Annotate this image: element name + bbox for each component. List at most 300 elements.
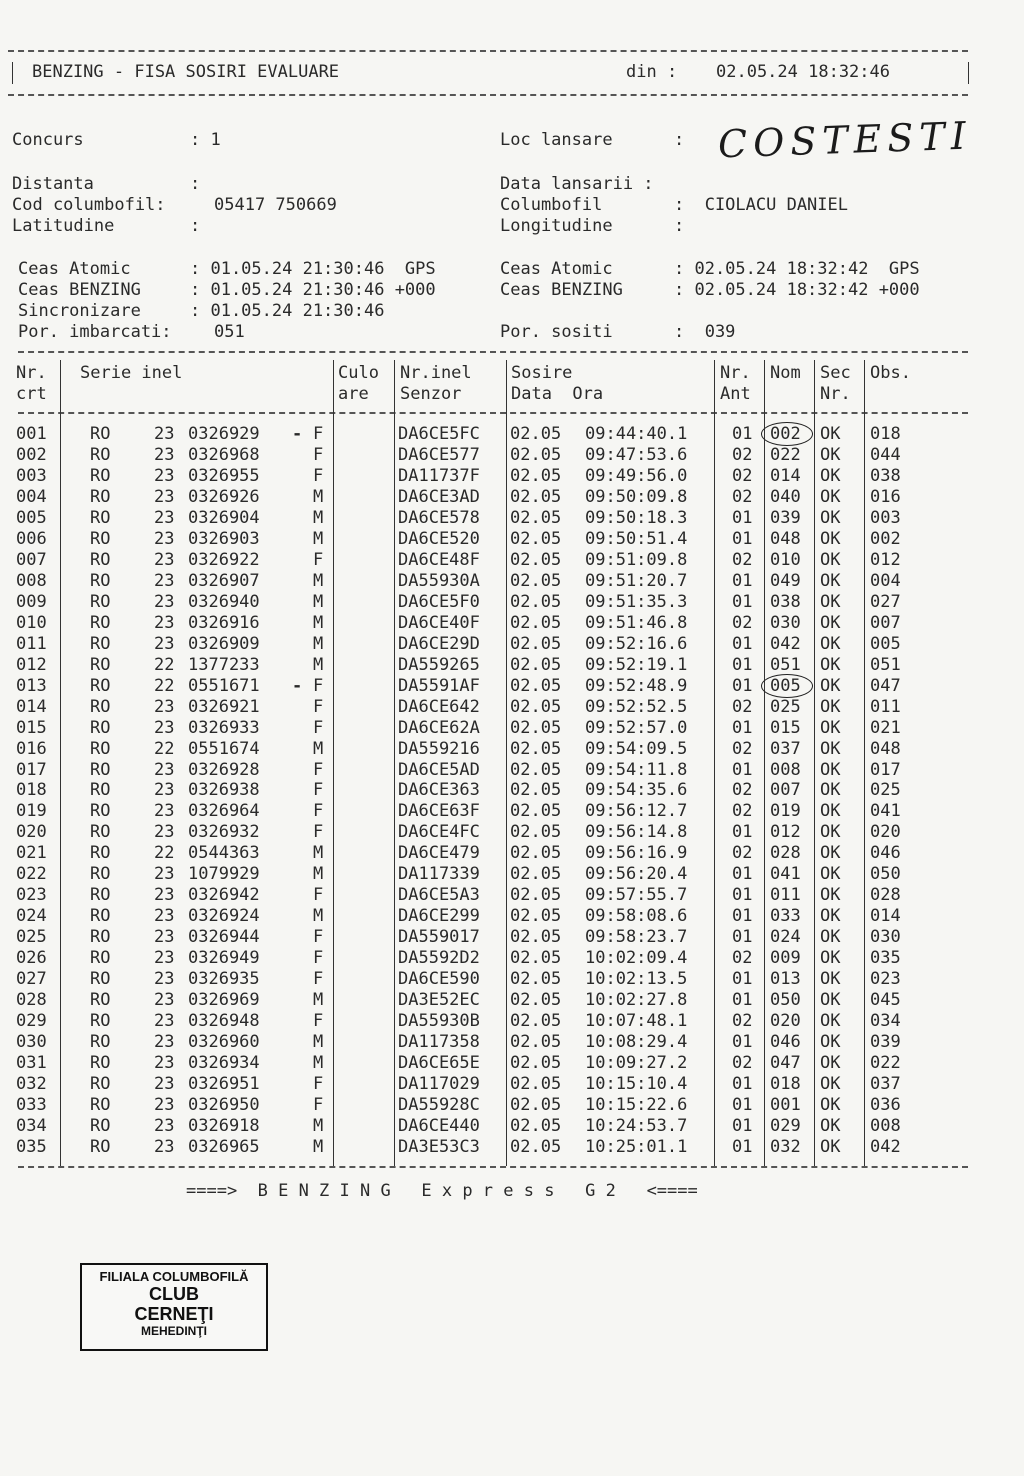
cell-data: 02.05 — [510, 633, 562, 654]
cell-an: 23 — [154, 885, 175, 906]
cell-data: 02.05 — [510, 507, 562, 528]
cell-nr: 017 — [16, 759, 47, 780]
cell-nr: 006 — [16, 528, 47, 549]
cell-an: 23 — [154, 1136, 175, 1157]
cell-nr: 029 — [16, 1011, 47, 1032]
loc-lansare-label: Loc lansare — [500, 130, 613, 150]
loc-lansare-handwritten: COSTESTI — [717, 113, 973, 167]
cell-an: 23 — [154, 696, 175, 717]
cell-sec: OK — [820, 738, 841, 759]
cell-inel: 0326960 — [188, 1032, 260, 1053]
cell-data: 02.05 — [510, 465, 562, 486]
cell-data: 02.05 — [510, 612, 562, 633]
cell-sec: OK — [820, 507, 841, 528]
cell-senzor: DA5592D2 — [398, 948, 480, 969]
cell-tara: RO — [90, 927, 111, 948]
cell-obs: 034 — [870, 1011, 901, 1032]
cell-sec: OK — [820, 1136, 841, 1157]
cell-senzor: DA55930B — [398, 1011, 480, 1032]
cell-sec: OK — [820, 843, 841, 864]
cell-ant: 01 — [732, 885, 753, 906]
cell-tara: RO — [90, 424, 111, 444]
cell-nr: 020 — [16, 822, 47, 843]
cell-tara: RO — [90, 1095, 111, 1116]
cell-sex: F — [313, 822, 324, 843]
cell-nom: 050 — [770, 990, 801, 1011]
cell-senzor: DA559216 — [398, 738, 480, 759]
cell-tara: RO — [90, 1011, 111, 1032]
cell-sec: OK — [820, 444, 841, 465]
cell-sec: OK — [820, 864, 841, 885]
table-row — [0, 550, 1024, 571]
cell-data: 02.05 — [510, 1074, 562, 1095]
cell-ant: 01 — [732, 969, 753, 990]
cell-ant: 02 — [732, 801, 753, 822]
cell-nr: 010 — [16, 612, 47, 633]
cell-data: 02.05 — [510, 1011, 562, 1032]
cell-nom: 018 — [770, 1074, 801, 1095]
col-sosire-header-2: Data Ora — [511, 384, 604, 404]
cell-senzor: DA55930A — [398, 570, 480, 591]
footer-brand: ====> B E N Z I N G E x p r e s s G 2 <==== — [186, 1181, 698, 1201]
cell-inel: 0326904 — [188, 507, 260, 528]
cell-ant: 01 — [732, 990, 753, 1011]
cell-obs: 047 — [870, 675, 901, 696]
cell-data: 02.05 — [510, 906, 562, 927]
cell-tara: RO — [90, 801, 111, 822]
cell-nr: 034 — [16, 1116, 47, 1136]
cell-mark: - — [292, 675, 303, 696]
cell-ora: 09:56:16.9 — [585, 843, 688, 864]
cell-ant: 01 — [732, 759, 753, 780]
cell-data: 02.05 — [510, 717, 562, 738]
cell-ora: 09:56:12.7 — [585, 801, 688, 822]
cell-ant: 02 — [732, 486, 753, 507]
cell-senzor: DA6CE5AD — [398, 759, 480, 780]
handwritten-circle-mark — [761, 422, 813, 446]
cell-senzor: DA6CE590 — [398, 969, 480, 990]
cell-tara: RO — [90, 843, 111, 864]
cell-tara: RO — [90, 444, 111, 465]
cell-ant: 02 — [732, 696, 753, 717]
table-row — [0, 655, 1024, 676]
cell-inel: 0326950 — [188, 1095, 260, 1116]
table-row — [0, 634, 1024, 655]
distanta-value: : — [190, 174, 201, 194]
cell-sec: OK — [820, 969, 841, 990]
cell-ora: 09:49:56.0 — [585, 465, 688, 486]
cell-nr: 004 — [16, 486, 47, 507]
col-nr-header-2: crt — [16, 384, 47, 404]
cell-ora: 09:52:16.6 — [585, 633, 688, 654]
col-sosire-header: Sosire — [511, 363, 573, 383]
cell-ant: 02 — [732, 1011, 753, 1032]
cell-obs: 008 — [870, 1116, 901, 1136]
latitudine-value: : — [190, 216, 201, 236]
table-row — [0, 948, 1024, 969]
cell-an: 23 — [154, 1074, 175, 1095]
cell-obs: 002 — [870, 528, 901, 549]
cell-sex: F — [313, 424, 324, 444]
cell-sex: F — [313, 927, 324, 948]
cell-data: 02.05 — [510, 1032, 562, 1053]
cell-ora: 09:44:40.1 — [585, 424, 688, 444]
cell-data: 02.05 — [510, 654, 562, 675]
concurs-label: Concurs — [12, 130, 84, 150]
report-date: 02.05.24 18:32:46 — [716, 62, 890, 82]
cell-nom: 013 — [770, 969, 801, 990]
cell-an: 23 — [154, 444, 175, 465]
cell-ora: 10:08:29.4 — [585, 1032, 688, 1053]
table-row — [0, 843, 1024, 864]
cell-an: 23 — [154, 801, 175, 822]
sincronizare-value: : 01.05.24 21:30:46 — [190, 301, 385, 321]
cell-ora: 09:51:35.3 — [585, 591, 688, 612]
cell-obs: 035 — [870, 948, 901, 969]
cell-an: 23 — [154, 927, 175, 948]
cell-ora: 09:58:23.7 — [585, 927, 688, 948]
cell-nr: 033 — [16, 1095, 47, 1116]
cell-sec: OK — [820, 990, 841, 1011]
cell-obs: 041 — [870, 801, 901, 822]
cell-obs: 038 — [870, 465, 901, 486]
cell-ant: 01 — [732, 1136, 753, 1157]
table-row — [0, 1116, 1024, 1137]
cell-nr: 009 — [16, 591, 47, 612]
cell-sec: OK — [820, 1011, 841, 1032]
por-sositi-value: : 039 — [674, 322, 736, 342]
cell-senzor: DA117029 — [398, 1074, 480, 1095]
cell-data: 02.05 — [510, 780, 562, 801]
cell-sex: M — [313, 486, 324, 507]
cell-tara: RO — [90, 528, 111, 549]
cell-obs: 011 — [870, 696, 901, 717]
cell-data: 02.05 — [510, 591, 562, 612]
data-lansarii-label: Data lansarii : — [500, 174, 654, 194]
cell-ant: 02 — [732, 1053, 753, 1074]
table-row — [0, 592, 1024, 613]
cell-ant: 02 — [732, 465, 753, 486]
header-left-edge — [12, 62, 13, 84]
cell-tara: RO — [90, 633, 111, 654]
table-row — [0, 969, 1024, 990]
cell-sec: OK — [820, 633, 841, 654]
table-row — [0, 885, 1024, 906]
stamp-line-2: CLUB — [149, 1284, 199, 1304]
cell-ant: 02 — [732, 780, 753, 801]
table-row — [0, 529, 1024, 550]
cell-ant: 02 — [732, 612, 753, 633]
table-row — [0, 1053, 1024, 1074]
handwritten-circle-mark — [761, 674, 813, 698]
cell-ora: 10:02:13.5 — [585, 969, 688, 990]
cell-tara: RO — [90, 570, 111, 591]
cell-nr: 026 — [16, 948, 47, 969]
cell-tara: RO — [90, 654, 111, 675]
cell-senzor: DA6CE29D — [398, 633, 480, 654]
cell-senzor: DA117358 — [398, 1032, 480, 1053]
cell-obs: 028 — [870, 885, 901, 906]
cell-sec: OK — [820, 948, 841, 969]
report-date-label: din : — [626, 62, 678, 82]
cell-nr: 016 — [16, 738, 47, 759]
cell-ant: 02 — [732, 843, 753, 864]
cell-inel: 0326968 — [188, 444, 260, 465]
cell-nr: 012 — [16, 654, 47, 675]
cell-senzor: DA6CE63F — [398, 801, 480, 822]
columbofil-label: Columbofil — [500, 195, 603, 215]
cell-nom: 046 — [770, 1032, 801, 1053]
ceas-benzing-start: : 01.05.24 21:30:46 +000 — [190, 280, 436, 300]
columbofil-value: : CIOLACU DANIEL — [674, 195, 848, 215]
cell-sex: F — [313, 717, 324, 738]
cell-sex: M — [313, 654, 324, 675]
cell-sex: F — [313, 1095, 324, 1116]
cell-nom: 040 — [770, 486, 801, 507]
cell-inel: 0326934 — [188, 1053, 260, 1074]
table-row — [0, 780, 1024, 801]
cell-sec: OK — [820, 717, 841, 738]
cell-ant: 01 — [732, 927, 753, 948]
cell-nr: 013 — [16, 675, 47, 696]
cell-an: 23 — [154, 465, 175, 486]
cell-sec: OK — [820, 591, 841, 612]
cell-nr: 003 — [16, 465, 47, 486]
cell-obs: 027 — [870, 591, 901, 612]
cell-data: 02.05 — [510, 969, 562, 990]
cell-sex: M — [313, 1032, 324, 1053]
cell-nr: 005 — [16, 507, 47, 528]
cell-obs: 021 — [870, 717, 901, 738]
cell-senzor: DA6CE62A — [398, 717, 480, 738]
table-row — [0, 466, 1024, 487]
cell-ora: 10:15:10.4 — [585, 1074, 688, 1095]
club-stamp — [80, 1263, 268, 1351]
cell-sec: OK — [820, 1032, 841, 1053]
cell-data: 02.05 — [510, 486, 562, 507]
report-title: BENZING - FISA SOSIRI EVALUARE — [32, 62, 340, 82]
cell-nom: 002 — [770, 424, 801, 444]
cell-an: 23 — [154, 969, 175, 990]
cell-inel: 0326932 — [188, 822, 260, 843]
cell-sex: M — [313, 843, 324, 864]
cell-nom: 022 — [770, 444, 801, 465]
cell-sec: OK — [820, 675, 841, 696]
por-imbarcati-value: 051 — [214, 322, 245, 342]
table-row — [0, 801, 1024, 822]
cell-nom: 001 — [770, 1095, 801, 1116]
table-row — [0, 424, 1024, 445]
cell-sec: OK — [820, 549, 841, 570]
cell-ora: 09:50:51.4 — [585, 528, 688, 549]
col-sec-header: Sec — [820, 363, 851, 383]
cell-nom: 048 — [770, 528, 801, 549]
table-row — [0, 906, 1024, 927]
col-nr-header: Nr. — [16, 363, 47, 383]
cell-obs: 003 — [870, 507, 901, 528]
table-bottom-rule — [18, 1166, 968, 1168]
table-row — [0, 445, 1024, 466]
cell-inel: 0326948 — [188, 1011, 260, 1032]
cell-inel: 0326922 — [188, 549, 260, 570]
cell-inel: 0326940 — [188, 591, 260, 612]
stamp-line-4: MEHEDINŢI — [141, 1324, 207, 1338]
cell-sex: M — [313, 612, 324, 633]
cell-senzor: DA6CE5A3 — [398, 885, 480, 906]
cell-obs: 042 — [870, 1136, 901, 1157]
cell-senzor: DA6CE5FC — [398, 424, 480, 444]
cell-nom: 025 — [770, 696, 801, 717]
cell-senzor: DA6CE479 — [398, 843, 480, 864]
cell-ant: 02 — [732, 738, 753, 759]
cell-nom: 051 — [770, 654, 801, 675]
cell-senzor: DA55928C — [398, 1095, 480, 1116]
cell-data: 02.05 — [510, 885, 562, 906]
cell-tara: RO — [90, 906, 111, 927]
cell-ant: 01 — [732, 717, 753, 738]
cell-sex: M — [313, 1136, 324, 1157]
cell-senzor: DA6CE520 — [398, 528, 480, 549]
cell-tara: RO — [90, 465, 111, 486]
cell-sec: OK — [820, 1116, 841, 1136]
cell-senzor: DA6CE299 — [398, 906, 480, 927]
cell-nr: 019 — [16, 801, 47, 822]
stamp-line-1: FILIALA COLUMBOFILĂ — [99, 1269, 249, 1284]
cell-ora: 09:52:52.5 — [585, 696, 688, 717]
cell-inel: 0326949 — [188, 948, 260, 969]
cell-tara: RO — [90, 696, 111, 717]
cell-ora: 10:25:01.1 — [585, 1136, 688, 1157]
cell-ant: 01 — [732, 633, 753, 654]
cell-data: 02.05 — [510, 696, 562, 717]
cell-ant: 01 — [732, 1032, 753, 1053]
ceas-benzing-end: : 02.05.24 18:32:42 +000 — [674, 280, 920, 300]
cell-sex: M — [313, 990, 324, 1011]
cell-ant: 01 — [732, 675, 753, 696]
cell-inel: 0326965 — [188, 1136, 260, 1157]
longitudine-label: Longitudine — [500, 216, 613, 236]
table-row — [0, 718, 1024, 739]
cell-sec: OK — [820, 906, 841, 927]
col-nom-header: Nom — [770, 363, 801, 383]
cell-sex: F — [313, 948, 324, 969]
cell-obs: 004 — [870, 570, 901, 591]
cell-sex: M — [313, 591, 324, 612]
cell-obs: 020 — [870, 822, 901, 843]
cell-tara: RO — [90, 1116, 111, 1136]
ceas-atomic-label: Ceas Atomic — [18, 259, 131, 279]
cell-nr: 035 — [16, 1136, 47, 1157]
cell-data: 02.05 — [510, 843, 562, 864]
cell-obs: 025 — [870, 780, 901, 801]
cell-inel: 1377233 — [188, 654, 260, 675]
cell-nom: 009 — [770, 948, 801, 969]
cell-sex: F — [313, 444, 324, 465]
cell-ora: 09:50:09.8 — [585, 486, 688, 507]
cell-ant: 01 — [732, 591, 753, 612]
table-top-rule — [18, 351, 968, 353]
cell-nom: 012 — [770, 822, 801, 843]
cell-inel: 0326933 — [188, 717, 260, 738]
por-imbarcati-label: Por. imbarcati: — [18, 322, 172, 342]
por-sositi-label: Por. sositi — [500, 322, 613, 342]
cell-data: 02.05 — [510, 990, 562, 1011]
cell-ant: 01 — [732, 654, 753, 675]
cell-nr: 014 — [16, 696, 47, 717]
col-ant-header: Nr. — [720, 363, 751, 383]
cell-sex: F — [313, 465, 324, 486]
cell-nom: 049 — [770, 570, 801, 591]
cell-inel: 0326944 — [188, 927, 260, 948]
table-row — [0, 1032, 1024, 1053]
cell-sec: OK — [820, 654, 841, 675]
cell-inel: 0551674 — [188, 738, 260, 759]
col-serie-header: Serie inel — [80, 363, 183, 383]
cell-nom: 032 — [770, 1136, 801, 1157]
cell-sex: M — [313, 1053, 324, 1074]
cell-sex: M — [313, 1116, 324, 1136]
cell-sex: M — [313, 864, 324, 885]
cell-obs: 014 — [870, 906, 901, 927]
cell-ant: 01 — [732, 1116, 753, 1136]
cell-nom: 042 — [770, 633, 801, 654]
cell-ant: 01 — [732, 1095, 753, 1116]
cell-obs: 007 — [870, 612, 901, 633]
table-row — [0, 760, 1024, 781]
cell-an: 23 — [154, 633, 175, 654]
cell-inel: 0326907 — [188, 570, 260, 591]
cell-inel: 0326964 — [188, 801, 260, 822]
cell-senzor: DA6CE577 — [398, 444, 480, 465]
cell-data: 02.05 — [510, 1116, 562, 1136]
cell-ora: 10:02:09.4 — [585, 948, 688, 969]
cell-inel: 0326928 — [188, 759, 260, 780]
cell-inel: 0326935 — [188, 969, 260, 990]
stamp-line-3: CERNEŢI — [134, 1304, 214, 1324]
cell-sex: F — [313, 801, 324, 822]
cell-sex: F — [313, 759, 324, 780]
table-row — [0, 990, 1024, 1011]
cell-senzor: DA6CE5F0 — [398, 591, 480, 612]
cell-senzor: DA559265 — [398, 654, 480, 675]
cell-tara: RO — [90, 822, 111, 843]
loc-lansare-colon: : — [674, 130, 685, 150]
cell-sec: OK — [820, 486, 841, 507]
cell-data: 02.05 — [510, 822, 562, 843]
col-culoare-header: Culo — [338, 363, 379, 383]
cell-sex: F — [313, 696, 324, 717]
cell-ant: 02 — [732, 948, 753, 969]
cell-ora: 09:51:09.8 — [585, 549, 688, 570]
cell-inel: 0326955 — [188, 465, 260, 486]
cell-ora: 09:52:19.1 — [585, 654, 688, 675]
table-row — [0, 571, 1024, 592]
cell-obs: 030 — [870, 927, 901, 948]
cell-tara: RO — [90, 717, 111, 738]
cell-tara: RO — [90, 885, 111, 906]
cell-senzor: DA6CE40F — [398, 612, 480, 633]
cell-sec: OK — [820, 696, 841, 717]
table-row — [0, 927, 1024, 948]
cell-nom: 007 — [770, 780, 801, 801]
ceas-atomic-start: : 01.05.24 21:30:46 GPS — [190, 259, 436, 279]
cell-nom: 030 — [770, 612, 801, 633]
col-culoare-header-2: are — [338, 384, 369, 404]
cell-obs: 037 — [870, 1074, 901, 1095]
cell-an: 23 — [154, 990, 175, 1011]
cell-obs: 039 — [870, 1032, 901, 1053]
cell-an: 23 — [154, 549, 175, 570]
